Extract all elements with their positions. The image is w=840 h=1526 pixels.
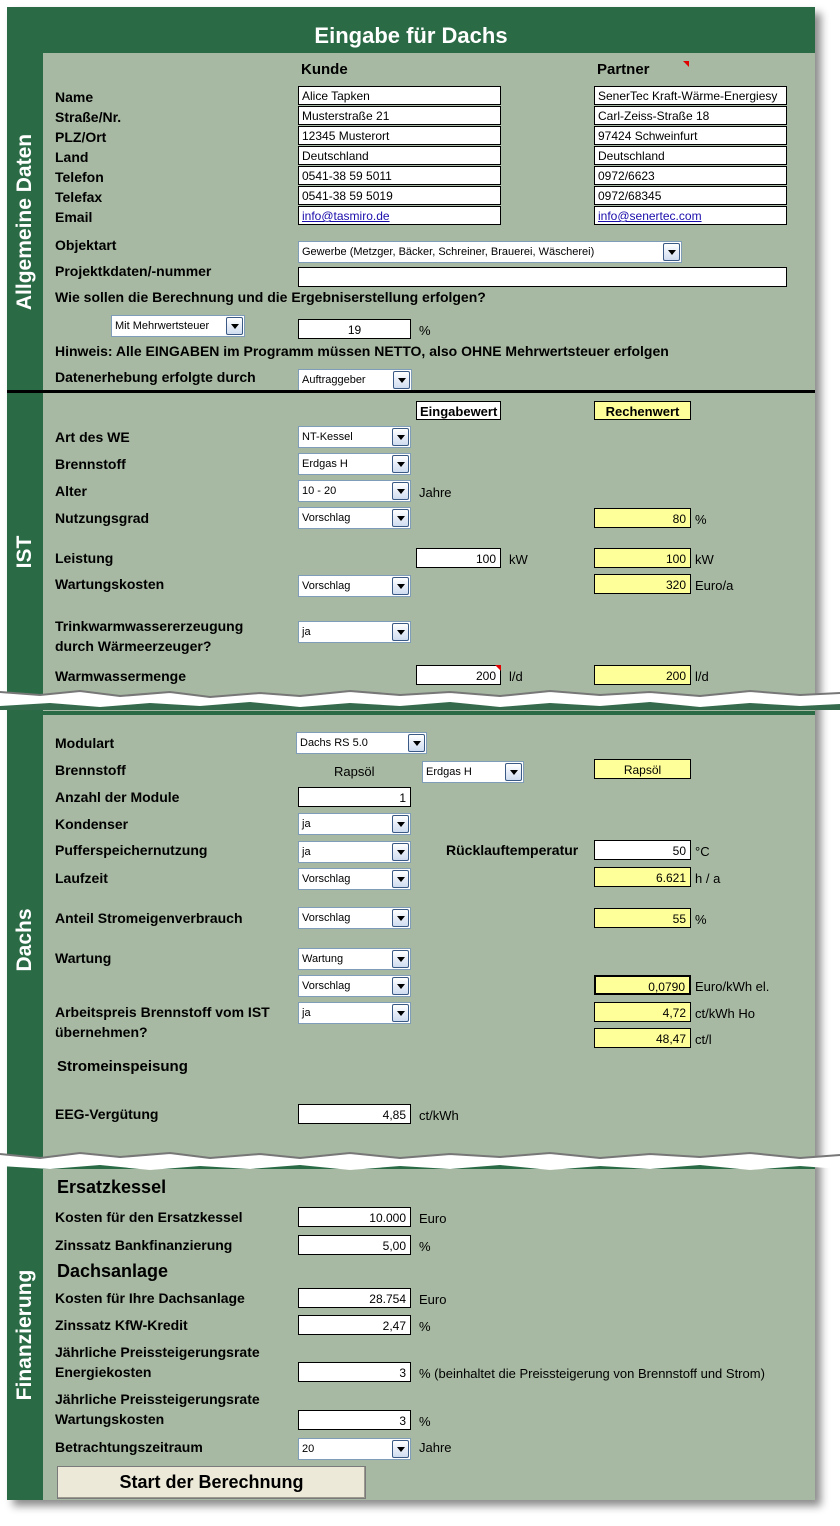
wartungskosten-unit: Euro/a bbox=[695, 578, 734, 593]
panel-ist bbox=[43, 393, 815, 711]
zins-kfw-unit: % bbox=[419, 1319, 431, 1334]
chevron-down-icon[interactable] bbox=[392, 977, 409, 995]
comment-indicator bbox=[495, 665, 501, 671]
chevron-down-icon[interactable] bbox=[392, 909, 409, 927]
alter-select[interactable]: 10 - 20 bbox=[298, 480, 411, 502]
zins-bank-field[interactable]: 5,00 bbox=[298, 1235, 411, 1255]
label-art-we: Art des WE bbox=[55, 429, 130, 445]
torn-edge-top bbox=[0, 688, 840, 710]
ruecklauf-field[interactable]: 50 bbox=[594, 840, 691, 860]
warmwasser-rechenwert: 200 bbox=[594, 665, 691, 685]
label-projekt: Projektkdaten/-nummer bbox=[55, 263, 212, 279]
label-telefax: Telefax bbox=[55, 189, 103, 205]
chevron-down-icon[interactable] bbox=[392, 1440, 409, 1458]
alter-unit: Jahre bbox=[419, 485, 452, 500]
label-preis-energie-2: Energiekosten bbox=[55, 1364, 152, 1380]
chevron-down-icon[interactable] bbox=[393, 371, 410, 389]
label-anzahl-module: Anzahl der Module bbox=[55, 789, 180, 805]
zins-bank-unit: % bbox=[419, 1239, 431, 1254]
label-leistung: Leistung bbox=[55, 550, 114, 566]
form-frame bbox=[7, 7, 815, 1500]
chevron-down-icon[interactable] bbox=[392, 455, 409, 473]
ruecklauf-unit: °C bbox=[695, 844, 710, 859]
kosten-dachs-unit: Euro bbox=[419, 1292, 447, 1307]
label-pufferspeicher: Pufferspeichernutzung bbox=[55, 842, 208, 858]
kunde-telefax-field[interactable]: 0541-38 59 5019 bbox=[298, 186, 501, 205]
chevron-down-icon[interactable] bbox=[505, 763, 522, 781]
chevron-down-icon[interactable] bbox=[392, 509, 409, 527]
chevron-down-icon[interactable] bbox=[392, 482, 409, 500]
section-label-dachs: Dachs bbox=[13, 908, 36, 972]
laufzeit-select[interactable]: Vorschlag bbox=[298, 868, 411, 890]
section-label-allgemeine: Allgemeine Daten bbox=[13, 133, 36, 310]
kosten-ersatz-field[interactable]: 10.000 bbox=[298, 1207, 411, 1227]
label-modulart: Modulart bbox=[55, 735, 115, 751]
projekt-field[interactable] bbox=[298, 267, 787, 287]
kosten-dachs-field[interactable]: 28.754 bbox=[298, 1288, 411, 1308]
panel-allgemeine-daten bbox=[43, 53, 815, 390]
mwst-field[interactable]: 19 bbox=[298, 319, 411, 339]
berechnung-question: Wie sollen die Berechnung und die Ergebniserstellung erfolgen? bbox=[55, 289, 486, 305]
nutzungsgrad-rechenwert: 80 bbox=[594, 508, 691, 528]
label-plz-ort: PLZ/Ort bbox=[55, 129, 107, 145]
partner-telefax-field[interactable]: 0972/68345 bbox=[594, 186, 787, 205]
wartung-vorschlag-select[interactable]: Vorschlag bbox=[298, 975, 411, 997]
eeg-unit: ct/kWh bbox=[419, 1108, 459, 1123]
chevron-down-icon[interactable] bbox=[392, 870, 409, 888]
brennstoff-dachs-select[interactable]: Erdgas H bbox=[422, 761, 524, 783]
kondenser-select[interactable]: ja bbox=[298, 813, 411, 835]
anzahl-module-field[interactable]: 1 bbox=[298, 787, 411, 807]
chevron-down-icon[interactable] bbox=[392, 428, 409, 446]
label-erhebung: Datenerhebung erfolgte durch bbox=[55, 369, 256, 385]
chevron-down-icon[interactable] bbox=[392, 843, 409, 861]
panel-dachs bbox=[43, 715, 815, 1165]
label-warmwassermenge: Warmwassermenge bbox=[55, 668, 186, 684]
page-title: Eingabe für Dachs bbox=[314, 23, 508, 48]
zeitraum-select[interactable]: 20 bbox=[298, 1438, 411, 1460]
zeitraum-unit: Jahre bbox=[419, 1440, 452, 1455]
leistung-rechenwert: 100 bbox=[594, 548, 691, 568]
leistung-field[interactable]: 100 bbox=[416, 548, 501, 568]
partner-strasse-field[interactable]: Carl-Zeiss-Straße 18 bbox=[594, 106, 787, 125]
label-strasse: Straße/Nr. bbox=[55, 109, 122, 125]
kunde-name-field[interactable]: Alice Tapken bbox=[298, 86, 501, 105]
eingabewert-header: Eingabewert bbox=[416, 401, 501, 420]
anteil-strom-unit: % bbox=[695, 912, 707, 927]
erhebung-select[interactable]: Auftraggeber bbox=[298, 369, 412, 390]
torn-edge-bottom bbox=[0, 1150, 840, 1172]
label-land: Land bbox=[55, 149, 89, 165]
chevron-down-icon[interactable] bbox=[226, 317, 243, 335]
label-trinkwarmwasser-2: durch Wärmeerzeuger? bbox=[55, 638, 212, 654]
wartung-select[interactable]: Wartung bbox=[298, 948, 411, 970]
label-trinkwarmwasser-1: Trinkwarmwassererzeugung bbox=[55, 618, 244, 634]
label-brennstoff-dachs: Brennstoff bbox=[55, 762, 126, 778]
label-anteil-strom: Anteil Stromeigenverbrauch bbox=[55, 910, 243, 926]
label-kosten-dachs: Kosten für Ihre Dachsanlage bbox=[55, 1290, 245, 1306]
kunde-telefon-field[interactable]: 0541-38 59 5011 bbox=[298, 166, 501, 185]
kunde-land-field[interactable]: Deutschland bbox=[298, 146, 501, 165]
label-zins-bank: Zinssatz Bankfinanzierung bbox=[55, 1237, 233, 1253]
label-wartungskosten: Wartungskosten bbox=[55, 576, 165, 592]
chevron-down-icon[interactable] bbox=[392, 815, 409, 833]
partner-telefon-field[interactable]: 0972/6623 bbox=[594, 166, 787, 185]
laufzeit-unit: h / a bbox=[695, 871, 721, 886]
warmwasser-rechen-unit: l/d bbox=[695, 669, 709, 684]
wartungskosten-rechenwert: 320 bbox=[594, 574, 691, 594]
eeg-field[interactable]: 4,85 bbox=[298, 1104, 411, 1124]
label-laufzeit: Laufzeit bbox=[55, 870, 108, 886]
partner-land-field[interactable]: Deutschland bbox=[594, 146, 787, 165]
wartung-rechenwert[interactable]: 0,0790 bbox=[594, 975, 691, 995]
kunde-strasse-field[interactable]: Musterstraße 21 bbox=[298, 106, 501, 125]
pufferspeicher-select[interactable]: ja bbox=[298, 841, 411, 863]
modulart-select[interactable]: Dachs RS 5.0 bbox=[296, 732, 427, 754]
mwst-select[interactable]: Mit Mehrwertsteuer bbox=[111, 315, 245, 337]
preis-energie-unit: % (beinhaltet die Preissteigerung von Brennstoff und Strom) bbox=[419, 1366, 765, 1381]
wartungskosten-select[interactable]: Vorschlag bbox=[298, 575, 411, 597]
arbeitspreis-ct-l: 48,47 bbox=[594, 1028, 691, 1048]
chevron-down-icon[interactable] bbox=[663, 243, 680, 261]
nutzungsgrad-select[interactable]: Vorschlag bbox=[298, 507, 411, 529]
ersatzkessel-header: Ersatzkessel bbox=[57, 1177, 167, 1197]
kunde-header: Kunde bbox=[301, 61, 348, 78]
label-telefon: Telefon bbox=[55, 169, 104, 185]
label-arbeitspreis-1: Arbeitspreis Brennstoff vom IST bbox=[55, 1004, 270, 1020]
zins-kfw-field[interactable]: 2,47 bbox=[298, 1315, 411, 1335]
label-preis-wartung-1: Jährliche Preissteigerungsrate bbox=[55, 1391, 260, 1407]
preis-energie-field[interactable]: 3 bbox=[298, 1362, 411, 1382]
warmwasser-unit: l/d bbox=[509, 669, 523, 684]
dachsanlage-header: Dachsanlage bbox=[57, 1261, 169, 1281]
chevron-down-icon[interactable] bbox=[392, 1004, 409, 1022]
chevron-down-icon[interactable] bbox=[392, 577, 409, 595]
laufzeit-rechenwert: 6.621 bbox=[594, 867, 691, 887]
label-objektart: Objektart bbox=[55, 237, 117, 253]
arbeitspreis-ct-kwh: 4,72 bbox=[594, 1002, 691, 1022]
partner-name-field[interactable]: SenerTec Kraft-Wärme-Energiesy bbox=[594, 86, 787, 105]
leistung-unit: kW bbox=[509, 552, 528, 567]
label-arbeitspreis-2: übernehmen? bbox=[55, 1024, 148, 1040]
label-wartung: Wartung bbox=[55, 950, 112, 966]
brennstoff-rechenwert: Rapsöl bbox=[594, 759, 691, 779]
anteil-strom-select[interactable]: Vorschlag bbox=[298, 907, 411, 929]
section-label-ist: IST bbox=[13, 535, 36, 569]
label-zins-kfw: Zinssatz KfW-Kredit bbox=[55, 1317, 188, 1333]
section-label-finanzierung: Finanzierung bbox=[13, 1269, 36, 1400]
preis-wartung-unit: % bbox=[419, 1414, 431, 1429]
kunde-plz-field[interactable]: 12345 Musterort bbox=[298, 126, 501, 145]
art-we-select[interactable]: NT-Kessel bbox=[298, 426, 411, 448]
label-zeitraum: Betrachtungszeitraum bbox=[55, 1439, 203, 1455]
arbeitspreis-unit-2: ct/l bbox=[695, 1032, 712, 1047]
label-kosten-ersatz: Kosten für den Ersatzkessel bbox=[55, 1209, 243, 1225]
label-preis-energie-1: Jährliche Preissteigerungsrate bbox=[55, 1344, 260, 1360]
label-preis-wartung-2: Wartungskosten bbox=[55, 1411, 165, 1427]
label-brennstoff: Brennstoff bbox=[55, 456, 126, 472]
arbeitspreis-unit-1: ct/kWh Ho bbox=[695, 1006, 755, 1021]
kunde-email-field[interactable] bbox=[298, 206, 501, 225]
arbeitspreis-select[interactable]: ja bbox=[298, 1002, 411, 1024]
partner-email-field[interactable] bbox=[594, 206, 787, 225]
panel-finanzierung bbox=[43, 1169, 815, 1500]
comment-indicator bbox=[683, 61, 689, 67]
rechenwert-header: Rechenwert bbox=[594, 401, 691, 420]
partner-plz-field[interactable]: 97424 Schweinfurt bbox=[594, 126, 787, 145]
label-kondenser: Kondenser bbox=[55, 816, 129, 832]
partner-header: Partner bbox=[597, 61, 650, 78]
anteil-strom-rechenwert: 55 bbox=[594, 908, 691, 928]
label-ruecklauf: Rücklauftemperatur bbox=[446, 842, 579, 858]
warmwasser-field[interactable]: 200 bbox=[416, 665, 501, 685]
brennstoff-text: Rapsöl bbox=[334, 764, 375, 779]
objektart-select[interactable]: Gewerbe (Metzger, Bäcker, Schreiner, Brauerei, Wäscherei) bbox=[298, 241, 682, 263]
start-calculation-button[interactable]: Start der Berechnung bbox=[57, 1466, 366, 1499]
label-name: Name bbox=[55, 89, 94, 105]
leistung-rechen-unit: kW bbox=[695, 552, 714, 567]
label-alter: Alter bbox=[55, 483, 87, 499]
nutzungsgrad-unit: % bbox=[695, 512, 707, 527]
trinkwarmwasser-select[interactable]: ja bbox=[298, 621, 411, 643]
chevron-down-icon[interactable] bbox=[392, 623, 409, 641]
label-eeg: EEG-Vergütung bbox=[55, 1106, 159, 1122]
kunde-email-link[interactable]: info@tasmiro.de bbox=[302, 209, 390, 223]
mwst-unit: % bbox=[419, 323, 431, 338]
label-stromeinspeisung: Stromeinspeisung bbox=[57, 1058, 188, 1075]
chevron-down-icon[interactable] bbox=[392, 950, 409, 968]
kosten-ersatz-unit: Euro bbox=[419, 1211, 447, 1226]
label-nutzungsgrad: Nutzungsgrad bbox=[55, 510, 150, 526]
brennstoff-select[interactable]: Erdgas H bbox=[298, 453, 411, 475]
label-email: Email bbox=[55, 209, 93, 225]
partner-email-link[interactable]: info@senertec.com bbox=[598, 209, 702, 223]
hinweis-text: Hinweis: Alle EINGABEN im Programm müssen NETTO, also OHNE Mehrwertsteuer erfolgen bbox=[55, 343, 669, 359]
chevron-down-icon[interactable] bbox=[408, 734, 425, 752]
preis-wartung-field[interactable]: 3 bbox=[298, 1410, 411, 1430]
wartung-unit: Euro/kWh el. bbox=[695, 979, 770, 994]
